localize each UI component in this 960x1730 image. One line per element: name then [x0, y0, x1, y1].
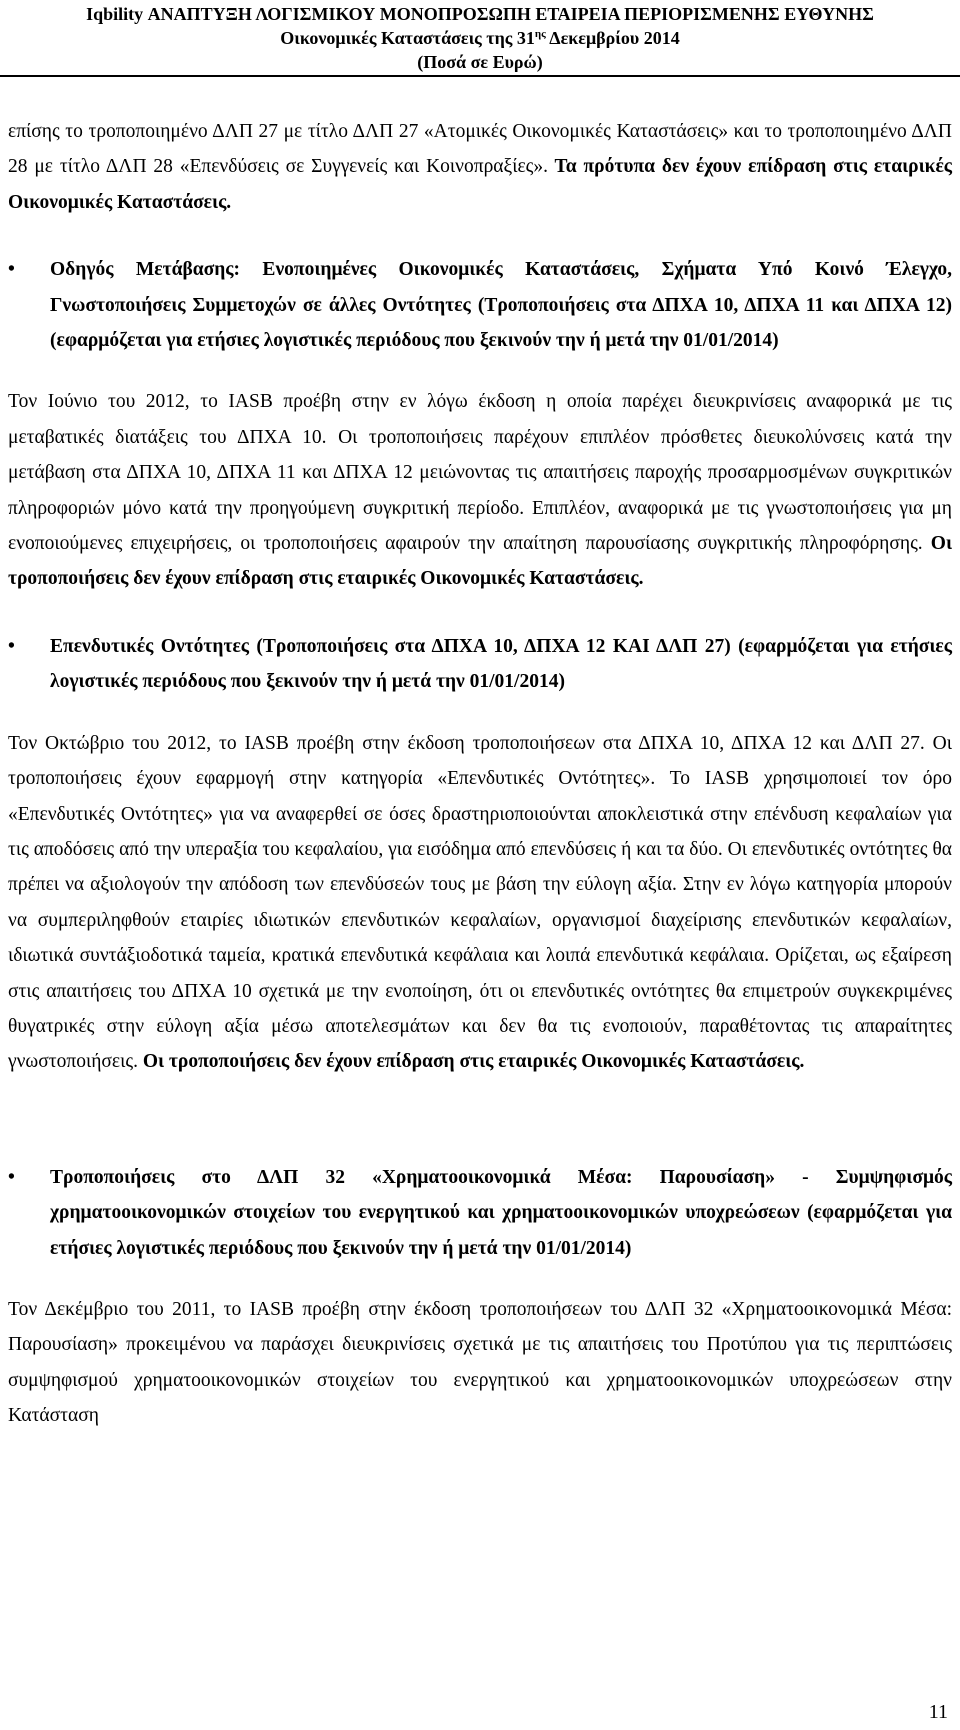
- section-heading-text: Οδηγός Μετάβασης: Ενοποιημένες Οικονομικές Καταστάσεις, Σχήματα Υπό Κοινό Έλεγχο, Γνωστοποιήσεις Συμμετοχών σε άλλες Οντότητες (Τροποποιήσεις στα ΔΠΧΑ 10, ΔΠΧΑ 11 και ΔΠΧΑ 12) (εφαρμόζεται για ετήσιες λογιστικές περιόδους που ξεκινούν την ή μετά την 01/01/2014): [50, 259, 952, 352]
- document-header: [0, 2, 960, 74]
- statements-title-text: Οικονομικές Καταστάσεις της 31: [280, 28, 535, 48]
- spacer: [8, 700, 952, 726]
- section-paragraph: [8, 726, 952, 1080]
- section-text: Τον Δεκέμβριο του 2011, το IASB προέβη στην έκδοση τροποποιήσεων του ΔΛΠ 32 «Χρηματοοικονομικά Μέσα: Παρουσίαση» προκειμένου να παράσχει διευκρινίσεις σχετικά με τις απαιτήσεις του Προτύπου για τις περιπτώσεις συμψηφισμού χρηματοοικονομικών στοιχείων του ενεργητικού και χρηματοοικονομικών υποχρεώσεων στην Κατάσταση: [8, 1298, 952, 1427]
- document-body: [8, 114, 952, 1434]
- spacer: [8, 1266, 952, 1292]
- spacer: [8, 1080, 952, 1160]
- intro-conclusion: Τα πρότυπα δεν έχουν επίδραση στις εταιρικές Οικονομικές Καταστάσεις.: [8, 156, 953, 213]
- ordinal-suffix: ης: [534, 28, 546, 40]
- bullet-icon: •: [8, 635, 15, 657]
- section-heading-transition-guidance: [8, 252, 952, 358]
- section-conclusion: Οι τροποποιήσεις δεν έχουν επίδραση στις εταιρικές Οικονομικές Καταστάσεις.: [137, 1051, 805, 1073]
- section-heading-text: Επενδυτικές Οντότητες (Τροποποιήσεις στα ΔΠΧΑ 10, ΔΠΧΑ 12 ΚΑΙ ΔΛΠ 27) (εφαρμόζεται για ετήσιες λογιστικές περιόδους που ξεκινούν την ή μετά την 01/01/2014): [50, 635, 952, 693]
- currency-note: (Ποσά σε Ευρώ): [417, 52, 543, 72]
- spacer: [8, 597, 952, 629]
- intro-paragraph: [8, 114, 952, 220]
- intro-text: επίσης το τροποποιημένο ΔΛΠ 27 με τίτλο ΔΛΠ 27 «Ατομικές Οικονομικές Καταστάσεις» και το τροποποιημένο ΔΛΠ 28 με τίτλο ΔΛΠ 28 «Επενδύσεις σε Συγγενείς και Κοινοπραξίες».: [8, 121, 952, 178]
- section-text: Τον Ιούνιο του 2012, το IASB προέβη στην εν λόγω έκδοση η οποία παρέχει διευκρινίσεις αναφορικά με τις μεταβατικές διατάξεις του ΔΠΧΑ 10. Οι τροποποιήσεις παρέχουν επιπλέον πρόσθετες διευκολύνσεις κατά την μετάβαση στα ΔΠΧΑ 10, ΔΠΧΑ 11 και ΔΠΧΑ 12 μειώνοντας τις απαιτήσεις παροχής προσαρμοσμένων συγκριτικών πληροφοριών μόνο κατά την προηγούμενη συγκριτική περίοδο. Επιπλέον, αναφορικά με τις γνωστοποιήσεις για μη ενοποιούμενες επιχειρήσεις, οι τροποποιήσεις αφαιρούν την απαίτηση παρουσίασης συγκριτικής πληροφόρησης.: [8, 391, 952, 555]
- section-paragraph: [8, 1292, 952, 1434]
- header-divider: [0, 75, 960, 77]
- section-conclusion: Οι τροποποιήσεις δεν έχουν επίδραση στις εταιρικές Οικονομικές Καταστάσεις.: [8, 533, 952, 590]
- section-text: Τον Οκτώβριο του 2012, το IASB προέβη στην έκδοση τροποποιήσεων στα ΔΠΧΑ 10, ΔΠΧΑ 12 και ΔΛΠ 27. Οι τροποποιήσεις έχουν εφαρμογή στην κατηγορία «Επενδυτικές Οντότητες». Το IASB χρησιμοποιεί τον όρο «Επενδυτικές Οντότητες» για να αναφερθεί σε όσες δραστηριοποιούνται αποκλειστικά στην επένδυση κεφαλαίων για τις αποδόσεις από την υπεραξία του κεφαλαίου, για εισόδημα από επενδύσεις ή και τα δύο. Οι επενδυτικές οντότητες θα πρέπει να αξιολογούν την απόδοση των επενδύσεών τους με βάση την εύλογη αξία. Στην εν λόγω κατηγορία μπορούν να συμπεριληφθούν εταιρίες ιδιωτικών επενδυτικών κεφαλαίων, οργανισμοί διαχείρισης επενδυτικών κεφαλαίων, ιδιωτικά συντάξιοδοτικά ταμεία, κρατικά επενδυτικά κεφάλαια και λοιπά επενδυτικά κεφάλαια. Ορίζεται, ως εξαίρεση στις απαιτήσεις του ΔΠΧΑ 10 σχετικά με την ενοποίηση, ότι οι επενδυτικές οντότητες θα επιμετρούν συγκεκριμένες θυγατρικές στην εύλογη αξία μέσω αποτελεσμάτων και δεν θα τις ενοποιούν, παραθέτοντας τις απαραίτητες γνωστοποιήσεις.: [8, 732, 952, 1073]
- company-name: Iqbility ΑΝΑΠΤΥΞΗ ΛΟΓΙΣΜΙΚΟΥ ΜΟΝΟΠΡΟΣΩΠΗ ΕΤΑΙΡΕΙΑ ΠΕΡΙΟΡΙΣΜΕΝΗΣ ΕΥΘΥΝΗΣ: [86, 4, 874, 24]
- section-heading-ias32-offsetting: [8, 1160, 952, 1266]
- bullet-icon: •: [8, 259, 15, 281]
- statements-title: [0, 26, 960, 50]
- statements-title-date: Δεκεμβρίου 2014: [545, 28, 680, 48]
- spacer: [8, 220, 952, 252]
- section-heading-text: Τροποποιήσεις στο ΔΛΠ 32 «Χρηματοοικονομικά Μέσα: Παρουσίαση» - Συμψηφισμός χρηματοοικονομικών στοιχείων του ενεργητικού και χρηματοοικονομικών υποχρεώσεων (εφαρμόζεται για ετήσιες λογιστικές περιόδους που ξεκινούν την ή μετά την 01/01/2014): [50, 1166, 952, 1259]
- section-heading-investment-entities: [8, 629, 952, 700]
- section-paragraph: [8, 384, 952, 596]
- page-number: 11: [928, 1701, 948, 1723]
- bullet-icon: •: [8, 1166, 15, 1188]
- spacer: [8, 358, 952, 384]
